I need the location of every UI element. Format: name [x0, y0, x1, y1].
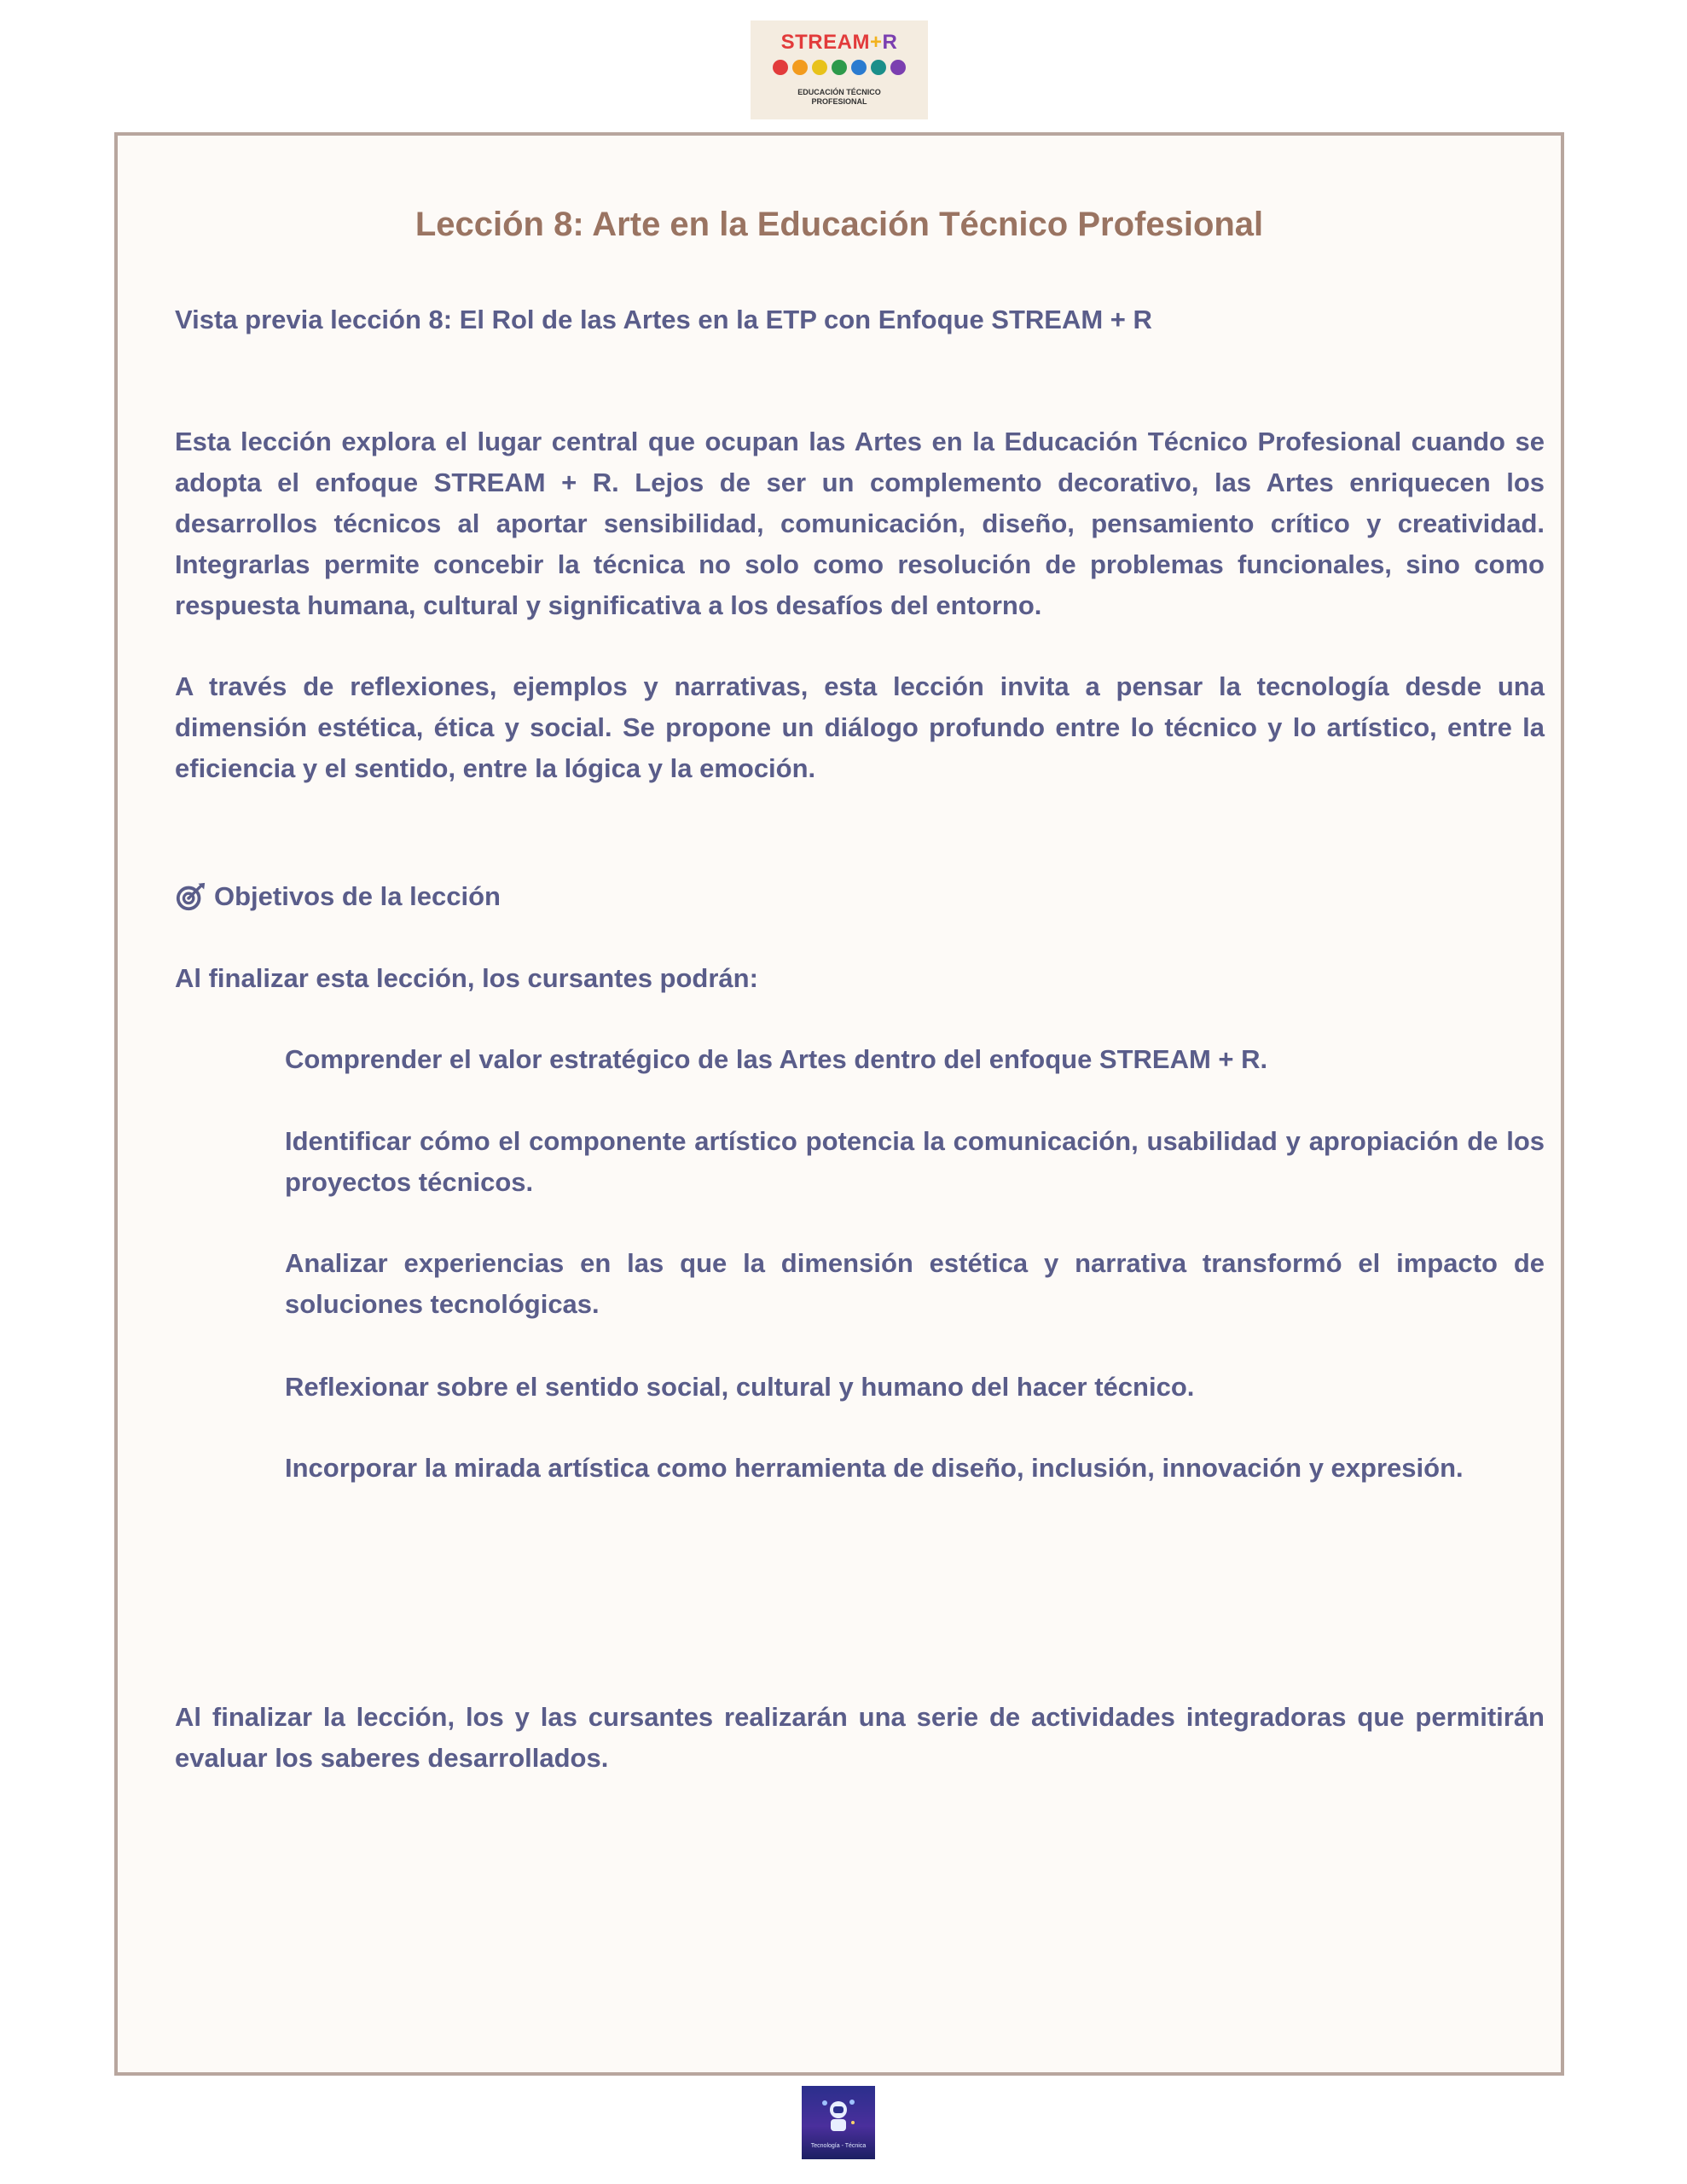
objective-item: Analizar experiencias en las que la dimensión estética y narrativa transformó el impacto de soluciones tecnológicas. — [285, 1248, 1545, 1319]
logo-brand — [751, 31, 928, 55]
logo-discipline-icons — [751, 60, 928, 75]
lesson-title: Lección 8: Arte en la Educación Técnico Profesional — [415, 206, 1264, 243]
objectives-heading — [175, 876, 1545, 917]
tecnologia-icon — [792, 60, 808, 75]
objective-item: Comprender el valor estratégico de las Artes dentro del enfoque STREAM + R. — [285, 1044, 1268, 1074]
intro-paragraph-2: A través de reflexiones, ejemplos y narrativas, esta lección invita a pensar la tecnología desde una dimensión estética, ética y social. Se propone un diálogo profundo entre lo técnico y lo artístico, entre la eficiencia y el sentido, entre la lógica y la emoción. — [175, 671, 1545, 783]
closing-paragraph: Al finalizar la lección, los y las cursantes realizarán una serie de actividades integradoras que permitirán evaluar los saberes desarrollados. — [175, 1702, 1545, 1773]
logo-subtitle-line-1: EDUCACIÓN TÉCNICO — [797, 88, 881, 96]
logo-brand-stream: STREAM — [780, 31, 870, 54]
target-icon — [175, 880, 207, 913]
objectives-heading-label: Objetivos de la lección — [214, 881, 501, 911]
objective-item: Identificar cómo el componente artístico potencia la comunicación, usabilidad y apropiación de los proyectos técnicos. — [285, 1126, 1545, 1197]
robotica-icon — [812, 60, 827, 75]
objective-item: Incorporar la mirada artística como herramienta de diseño, inclusión, innovación y expresión. — [285, 1453, 1464, 1483]
stream-r-logo — [751, 20, 928, 119]
objectives-intro: Al finalizar esta lección, los cursantes podrán: — [175, 963, 758, 993]
logo-brand-r: R — [882, 31, 898, 54]
ingenieria-icon — [832, 60, 847, 75]
lesson-frame — [114, 132, 1564, 2076]
footer-logo-caption: Tecnología - Técnica — [810, 2143, 867, 2149]
intro-paragraph-1: Esta lección explora el lugar central que ocupan las Artes en la Educación Técnico Profesional cuando se adopta el enfoque STREAM + R. Lejos de ser un complemento decorativo, las Artes enriquecen los desarrollos técnicos al aportar sensibilidad, comunicación, diseño, pensamiento crítico y creatividad. Integrarlas permite concebir la técnica no solo como resolución de problemas funcionales, sino como respuesta humana, cultural y significativa a los desafíos del entorno. — [175, 427, 1545, 620]
artes-icon — [851, 60, 867, 75]
matematica-icon — [871, 60, 886, 75]
lesson-preview-subtitle: Vista previa lección 8: El Rol de las Artes en la ETP con Enfoque STREAM + R — [175, 305, 1152, 334]
logo-captions — [751, 77, 928, 83]
objective-item: Reflexionar sobre el sentido social, cultural y humano del hacer técnico. — [285, 1372, 1195, 1402]
tecnologia-tecnica-logo — [802, 2086, 875, 2159]
logo-subtitle — [751, 88, 928, 107]
ciencia-icon — [773, 60, 788, 75]
robot-astronaut-icon — [817, 2094, 860, 2137]
robot-icon — [890, 60, 906, 75]
logo-brand-plus: + — [869, 31, 883, 54]
logo-subtitle-line-2: PROFESIONAL — [811, 97, 867, 106]
